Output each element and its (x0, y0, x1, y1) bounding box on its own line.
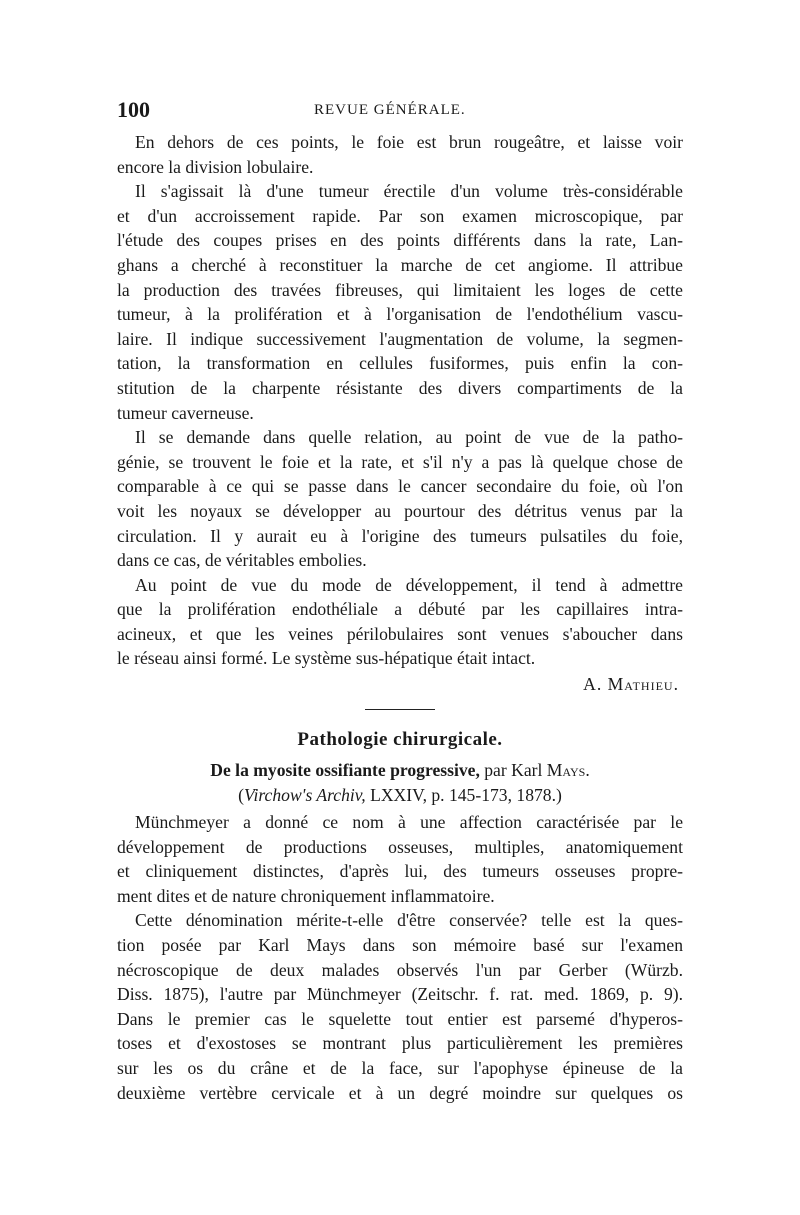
page-number: 100 (117, 97, 150, 122)
text-line: circulation. Il y aurait eu à l'origine des tumeurs pulsatiles du foie, (117, 525, 683, 546)
text-line: toses et d'exostoses se montrant plus particulièrement les premières (117, 1033, 683, 1054)
text-line: Dans le premier cas le squelette tout entier est parsemé d'hyperos- (117, 1008, 683, 1029)
text-line: En dehors de ces points, le foie est brun rougeâtre, et laisse voir (135, 132, 683, 152)
article-title (117, 758, 683, 783)
running-head: REVUE GÉNÉRALE. (314, 102, 466, 118)
text-line: et d'un accroissement rapide. Par son examen microscopique, par (117, 205, 683, 226)
text-line: développement de productions osseuses, multiples, anatomiquement (117, 836, 683, 857)
text-line: tion posée par Karl Mays dans son mémoire basé sur l'examen (117, 935, 683, 956)
text-line: tation, la transformation en cellules fusiformes, puis enfin la con- (117, 353, 683, 374)
text-line: génie, se trouvent le foie et la rate, et s'il n'y a pas là quelque chose de (117, 451, 683, 472)
section-divider (365, 709, 435, 710)
text-line: le réseau ainsi formé. Le système sus-hépatique était intact. (117, 648, 536, 669)
text-line: comparable à ce qui se passe dans le cancer secondaire du foie, où l'on (117, 476, 683, 497)
text-line: encore la division lobulaire. (117, 156, 314, 177)
source-details: LXXIV, p. 145-173, 1878.) (370, 785, 562, 806)
article-title-text: De la myosite ossifiante progressive, (210, 760, 480, 781)
text-line: ment dites et de nature chroniquement inflammatoire. (117, 885, 495, 906)
page-header (117, 97, 683, 125)
article-source (117, 783, 683, 810)
journal-name: Virchow's Archiv, (244, 785, 366, 806)
text-line: Il s'agissait là d'une tumeur érectile d'un volume très-considérable (135, 181, 683, 202)
text-line: la production des travées fibreuses, qui limitaient les loges de cette (117, 279, 683, 300)
text-line: l'étude des coupes prises en des points différents dans la rate, Lan- (117, 230, 683, 251)
text-line: voit les noyaux se développer au pourtour des détritus venus par la (117, 500, 683, 521)
text-line: ghans a cherché à reconstituer la marche de cet angiome. Il attribue (117, 254, 683, 275)
source-paren: ( (238, 785, 245, 806)
text-line: acineux, et que les veines périlobulaires sont venues s'aboucher dans (117, 623, 683, 644)
article-by: par Karl (484, 760, 543, 781)
text-line: Diss. 1875), l'autre par Münchmeyer (Zeitschr. f. rat. med. 1869, p. 9). (117, 984, 683, 1005)
text-line: tumeur, à la prolifération et à l'organisation de l'endothélium vascu- (117, 304, 683, 325)
text-line: Cette dénomination mérite-t-elle d'être conservée? telle est la ques- (135, 910, 683, 931)
text-line: Il se demande dans quelle relation, au point de vue de la patho- (135, 427, 683, 448)
text-line: Münchmeyer a donné ce nom à une affection caractérisée par le (135, 812, 683, 833)
section-heading: Pathologie chirurgicale. (297, 729, 503, 751)
text-line: nécroscopique de deux malades observés l'un par Gerber (Würzb. (117, 959, 683, 980)
text-line: et cliniquement distinctes, d'après lui, des tumeurs osseuses propre- (117, 861, 683, 882)
article-author: Mays. (546, 760, 590, 781)
text-line: dans ce cas, de véritables embolies. (117, 550, 367, 571)
text-line: tumeur caverneuse. (117, 402, 254, 423)
article-text-block (117, 810, 683, 1105)
text-line: que la prolifération endothéliale a débuté par les capillaires intra- (117, 599, 683, 620)
text-line: stitution de la charpente résistante des divers compartiments de la (117, 377, 683, 398)
text-line: Au point de vue du mode de développement, il tend à admettre (135, 574, 683, 595)
author-signature: A. Mathieu. (583, 674, 679, 695)
signature-line (117, 671, 683, 697)
text-line: laire. Il indique successivement l'augmentation de volume, la segmen- (117, 328, 683, 349)
page-body (117, 130, 683, 1105)
text-line: deuxième vertèbre cervicale et à un degré moindre sur quelques os (117, 1082, 683, 1103)
review-text-block (117, 130, 683, 671)
text-line: sur les os du crâne et de la face, sur l'apophyse épineuse de la (117, 1058, 683, 1078)
